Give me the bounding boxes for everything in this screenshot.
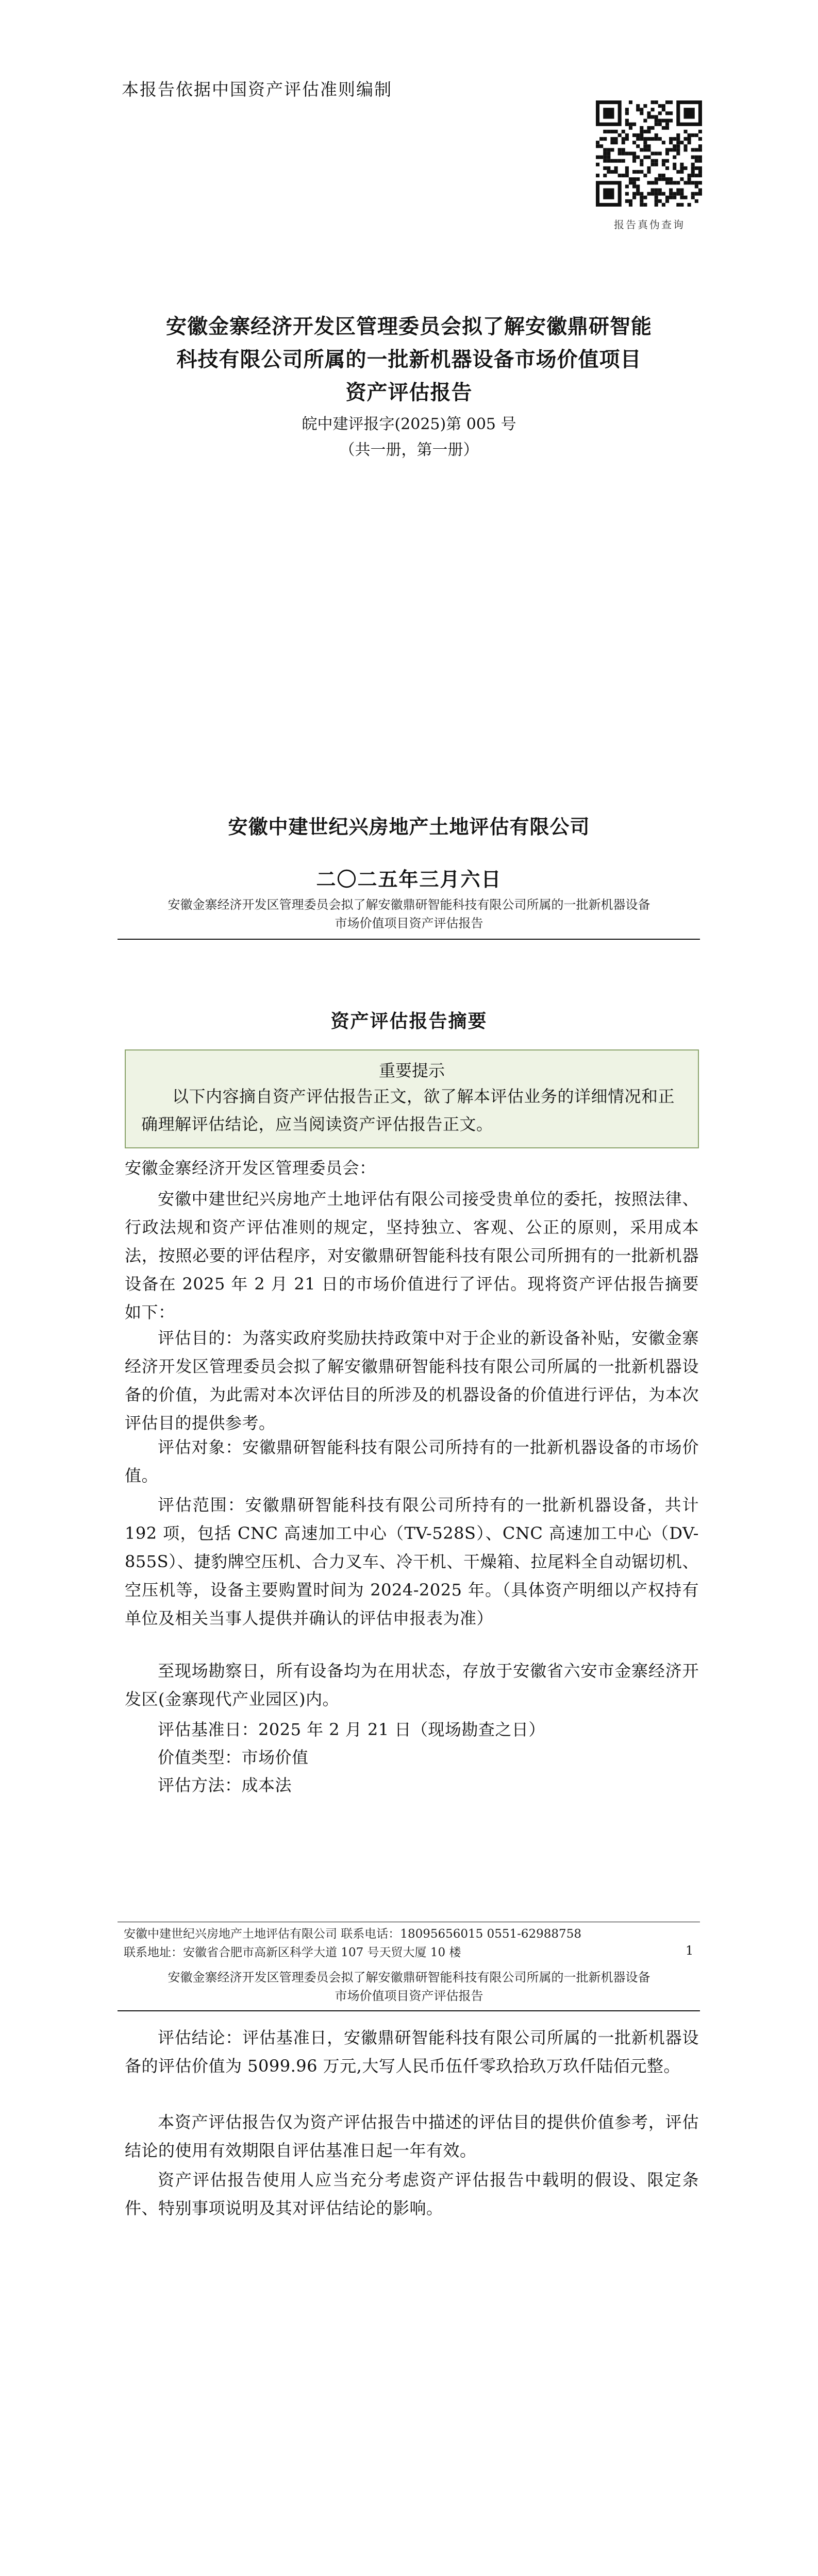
para-scope: 评估范围：安徽鼎研智能科技有限公司所持有的一批新机器设备，共计 192 项，包括 CNC 高速加工中心（TV-528S）、CNC 高速加工中心（DV-855S）、捷豹牌空压机、合力叉车、冷干机、干燥箱、拉尾料全自动锯切机、空压机等，设备主要购置时间为 2024-2025 年。（具体资产明细以产权持有单位及相关当事人提供并确认的评估申报表为准） xyxy=(125,1495,699,1628)
page-number-1: 1 xyxy=(686,1943,694,1958)
qr-code[interactable] xyxy=(596,100,702,207)
report-title-line-1: 安徽金寨经济开发区管理委员会拟了解安徽鼎研智能 xyxy=(166,314,652,338)
running-header-p2-line-2: 市场价值项目资产评估报告 xyxy=(335,1989,483,2003)
footer-contact-1: 安徽中建世纪兴房地产土地评估有限公司 联系电话：18095656015 0551-62988758 xyxy=(124,1927,581,1941)
para-object: 评估对象：安徽鼎研智能科技有限公司所持有的一批新机器设备的市场价值。 xyxy=(125,1437,699,1485)
base-date: 评估基准日：2025 年 2 月 21 日（现场勘查之日） xyxy=(158,1720,545,1739)
report-title-line-3: 资产评估报告 xyxy=(345,380,473,404)
notice-title: 重要提示 xyxy=(378,1061,445,1080)
header-rule xyxy=(118,939,700,940)
company-name: 安徽中建世纪兴房地产土地评估有限公司 xyxy=(228,815,590,838)
addressee: 安徽金寨经济开发区管理委员会： xyxy=(125,1158,376,1178)
report-date: 二〇二五年三月六日 xyxy=(316,868,502,891)
notice-body: 以下内容摘自资产评估报告正文，欲了解本评估业务的详细情况和正确理解评估结论，应当阅读资产评估报告正文。 xyxy=(141,1087,675,1134)
report-title-line-2: 科技有限公司所属的一批新机器设备市场价值项目 xyxy=(176,347,642,371)
footer-address-1: 联系地址：安徽省合肥市高新区科学大道 107 号天贸大厦 10 楼 xyxy=(124,1946,461,1959)
running-header-p2-line-1: 安徽金寨经济开发区管理委员会拟了解安徽鼎研智能科技有限公司所属的一批新机器设备 xyxy=(168,1970,650,1985)
para-intro: 安徽中建世纪兴房地产土地评估有限公司接受贵单位的委托，按照法律、行政法规和资产评估准则的规定，坚持独立、客观、公正的原则，采用成本法，按照必要的评估程序，对安徽鼎研智能科技有限公司所拥有的一批新机器设备在 2025 年 2 月 21 日的市场价值进行了评估。现将资产评估报告摘要如下： xyxy=(125,1189,699,1322)
header-rule-p2 xyxy=(118,2010,700,2011)
running-header-line-2: 市场价值项目资产评估报告 xyxy=(335,916,483,930)
para-purpose: 评估目的：为落实政府奖励扶持政策中对于企业的新设备补贴，安徽金寨经济开发区管理委员会拟了解安徽鼎研智能科技有限公司所属的一批新机器设备的价值，为此需对本次评估目的所涉及的机器设备的价值进行评估，为本次评估目的提供参考。 xyxy=(125,1328,699,1433)
qr-code-icon xyxy=(596,100,702,207)
para-conclusion: 评估结论：评估基准日，安徽鼎研智能科技有限公司所属的一批新机器设备的评估价值为 5099.96 万元,大写人民币伍仟零玖拾玖万玖仟陆佰元整。 xyxy=(125,2028,699,2076)
value-type: 价值类型：市场价值 xyxy=(158,1748,309,1767)
report-number: 皖中建评报字(2025)第 005 号 xyxy=(302,415,516,433)
important-notice-box xyxy=(125,1049,699,1148)
qr-caption: 报告真伪查询 xyxy=(614,218,685,231)
running-header-line-1: 安徽金寨经济开发区管理委员会拟了解安徽鼎研智能科技有限公司所属的一批新机器设备 xyxy=(168,897,650,912)
para-site: 至现场勘察日，所有设备均为在用状态，存放于安徽省六安市金寨经济开发区(金寨现代产业园区)内。 xyxy=(125,1661,699,1709)
summary-heading: 资产评估报告摘要 xyxy=(330,1010,488,1032)
report-volume: （共一册，第一册） xyxy=(339,441,479,459)
standard-note: 本报告依据中国资产评估准则编制 xyxy=(122,79,392,99)
method: 评估方法：成本法 xyxy=(158,1775,292,1795)
para-users: 资产评估报告使用人应当充分考虑资产评估报告中载明的假设、限定条件、特别事项说明及其对评估结论的影响。 xyxy=(125,2170,699,2218)
para-validity: 本资产评估报告仅为资产评估报告中描述的评估目的提供价值参考，评估结论的使用有效期限自评估基准日起一年有效。 xyxy=(125,2112,699,2160)
